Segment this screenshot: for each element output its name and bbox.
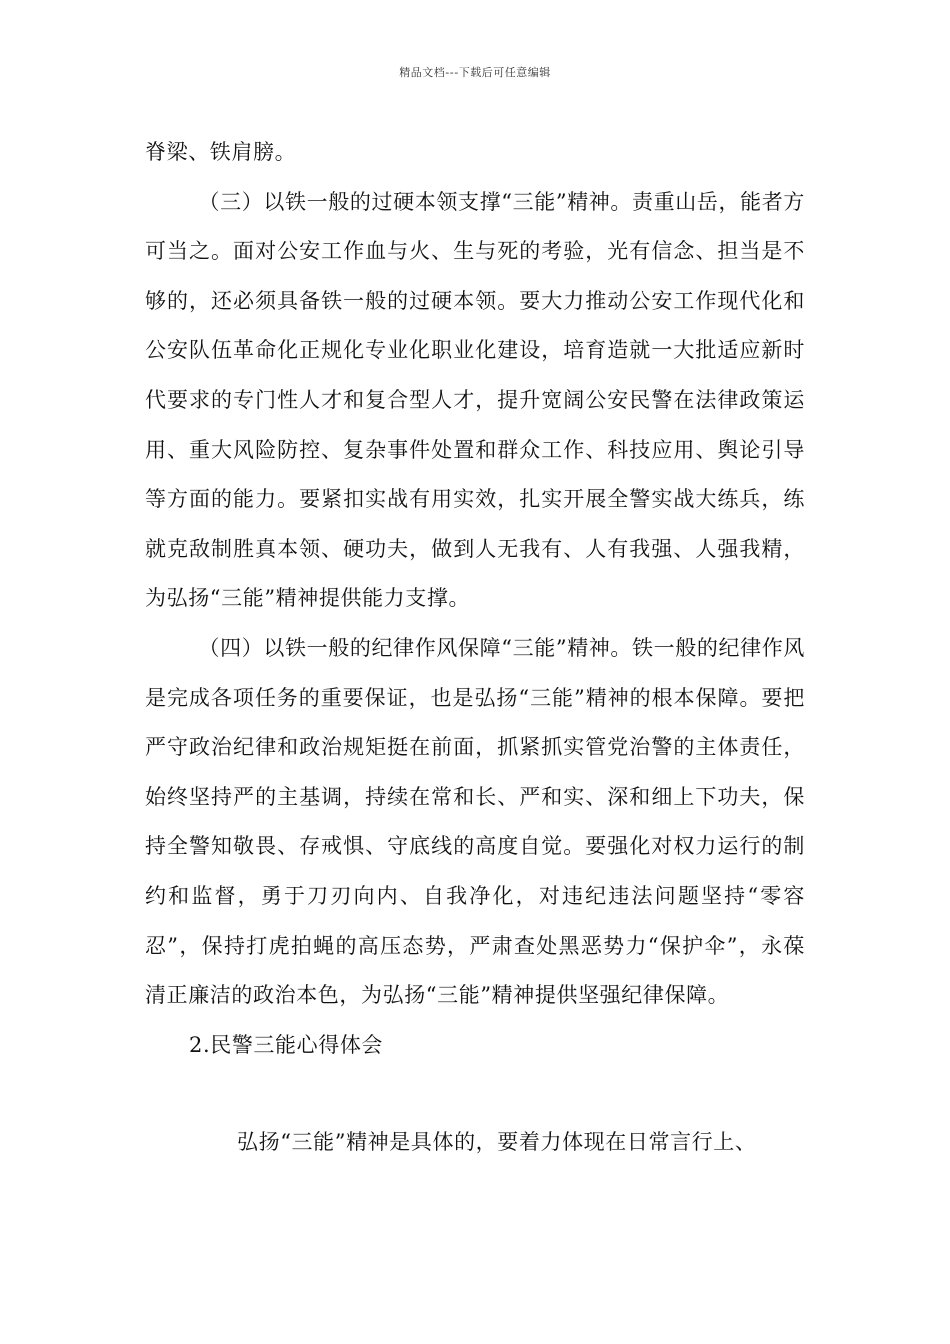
- paragraph-closing: 弘扬“三能”精神是具体的，要着力体现在日常言行上、: [237, 1130, 757, 1155]
- document-body: [145, 128, 805, 1168]
- paragraph-section-four: （四）以铁一般的纪律作风保障“三能”精神。铁一般的纪律作风是完成各项任务的重要保证，也是弘扬“三能”精神的根本保障。要把严守政治纪律和政治规矩挺在前面，抓紧抓实管党治警的主体责任，始终坚持严的主基调，持续在常和长、严和实、深和细上下功夫，保持全警知敬畏、存戒惧、守底线的高度自觉。要强化对权力运行的制约和监督，勇于刀刃向内、自我净化，对违纪违法问题坚持“零容忍”，保持打虎拍蝇的高压态势，严肃查处黑恶势力“保护伞”，永葆清正廉洁的政治本色，为弘扬“三能”精神提供坚强纪律保障。: [145, 635, 805, 1008]
- paragraph-continuation: 脊梁、铁肩膀。: [145, 140, 297, 164]
- paragraph-section-three: （三）以铁一般的过硬本领支撑“三能”精神。责重山岳，能者方可当之。面对公安工作血与火、生与死的考验，光有信念、担当是不够的，还必须具备铁一般的过硬本领。要大力推动公安工作现代化和公安队伍革命化正规化专业化职业化建设，培育造就一大批适应新时代要求的专门性人才和复合型人才，提升宽阔公安民警在法律政策运用、重大风险防控、复杂事件处置和群众工作、科技应用、舆论引导等方面的能力。要紧扣实战有用实效，扎实开展全警实战大练兵，练就克敌制胜真本领、硬功夫，做到人无我有、人有我强、人强我精，为弘扬“三能”精神提供能力支撑。: [145, 189, 805, 611]
- section-heading: 2.民警三能心得体会: [189, 1032, 384, 1057]
- page-header: 精品文档---下载后可任意编辑: [399, 66, 551, 79]
